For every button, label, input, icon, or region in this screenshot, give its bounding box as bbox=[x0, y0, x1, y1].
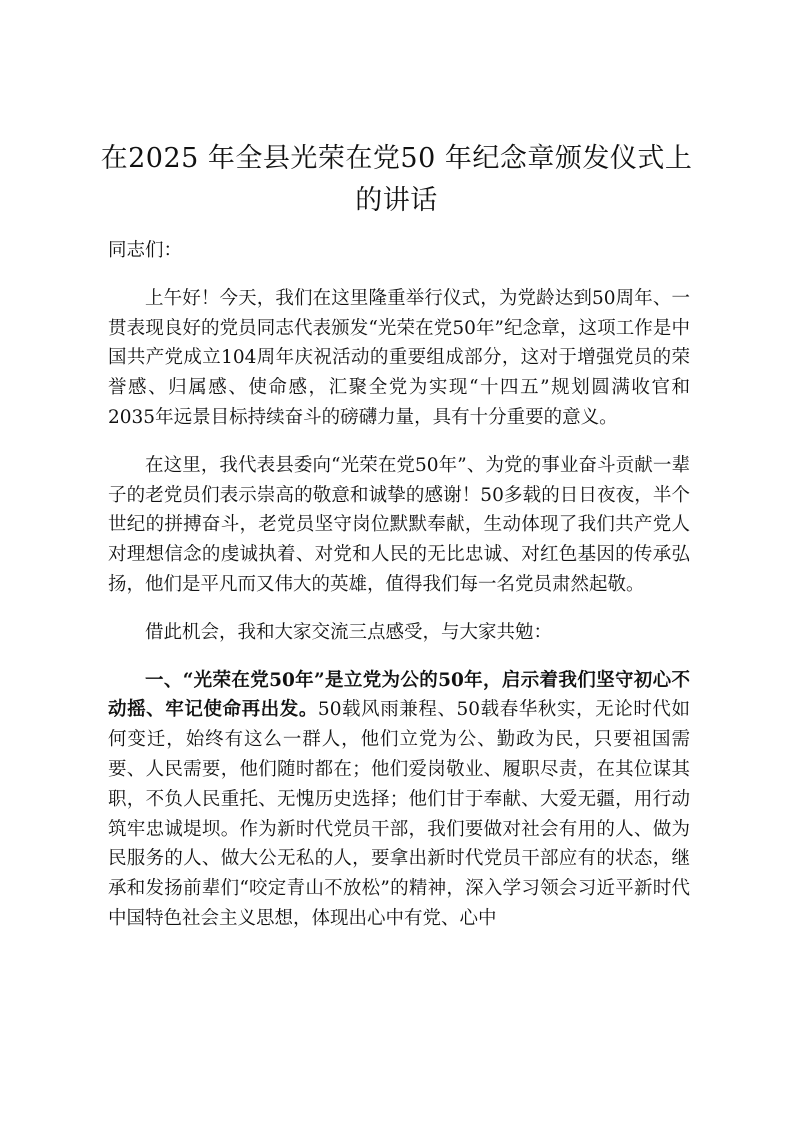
paragraph-intro-points: 借此机会，我和大家交流三点感受，与大家共勉： bbox=[145, 621, 553, 643]
section-1-heading: 一、“光荣在党50年”是立党为公的50年，启示着我们坚守初心不动摇、牢记使命再出发。 bbox=[108, 669, 690, 721]
paragraph-tribute: 在这里，我代表县委向“光荣在党50年”、为党的事业奋斗贡献一辈子的老党员们表示崇高的敬意和诚挚的感谢！50多载的日日夜夜，半个世纪的拼搏奋斗，老党员坚守岗位默默奉献，生动体现了我们共产党人对理想信念的虔诚执着、对党和人民的无比忠诚、对红色基因的传承弘扬，他们是平凡而又伟大的英雄，值得我们每一名党员肃然起敬。 bbox=[108, 454, 690, 595]
paragraph-section-1 bbox=[108, 666, 690, 934]
section-1-body: 50载风雨兼程、50载春华秋实，无论时代如何变迁，始终有这么一群人，他们立党为公、勤政为民，只要祖国需要、人民需要，他们随时都在；他们爱岗敬业、履职尽责，在其位谋其职，不负人民重托、无愧历史选择；他们甘于奉献、大爱无疆，用行动筑牢忠诚堤坝。作为新时代党员干部，我们要做对社会有用的人、做为民服务的人、做大公无私的人，要拿出新时代党员干部应有的状态，继承和发扬前辈们“咬定青山不放松”的精神，深入学习领会习近平新时代中国特色社会主义思想，体现出心中有党、心中 bbox=[108, 699, 690, 929]
document-body bbox=[108, 236, 690, 952]
paragraph-opening: 上午好！今天，我们在这里隆重举行仪式，为党龄达到50周年、一贯表现良好的党员同志代表颁发“光荣在党50年”纪念章，这项工作是中国共产党成立104周年庆祝活动的重要组成部分，这对于增强党员的荣誉感、归属感、使命感，汇聚全党为实现“十四五”规划圆满收官和2035年远景目标持续奋斗的磅礴力量，具有十分重要的意义。 bbox=[108, 287, 690, 428]
salutation: 同志们： bbox=[108, 240, 183, 261]
document-title: 在2025 年全县光荣在党50 年纪念章颁发仪式上的讲话 bbox=[100, 143, 693, 216]
